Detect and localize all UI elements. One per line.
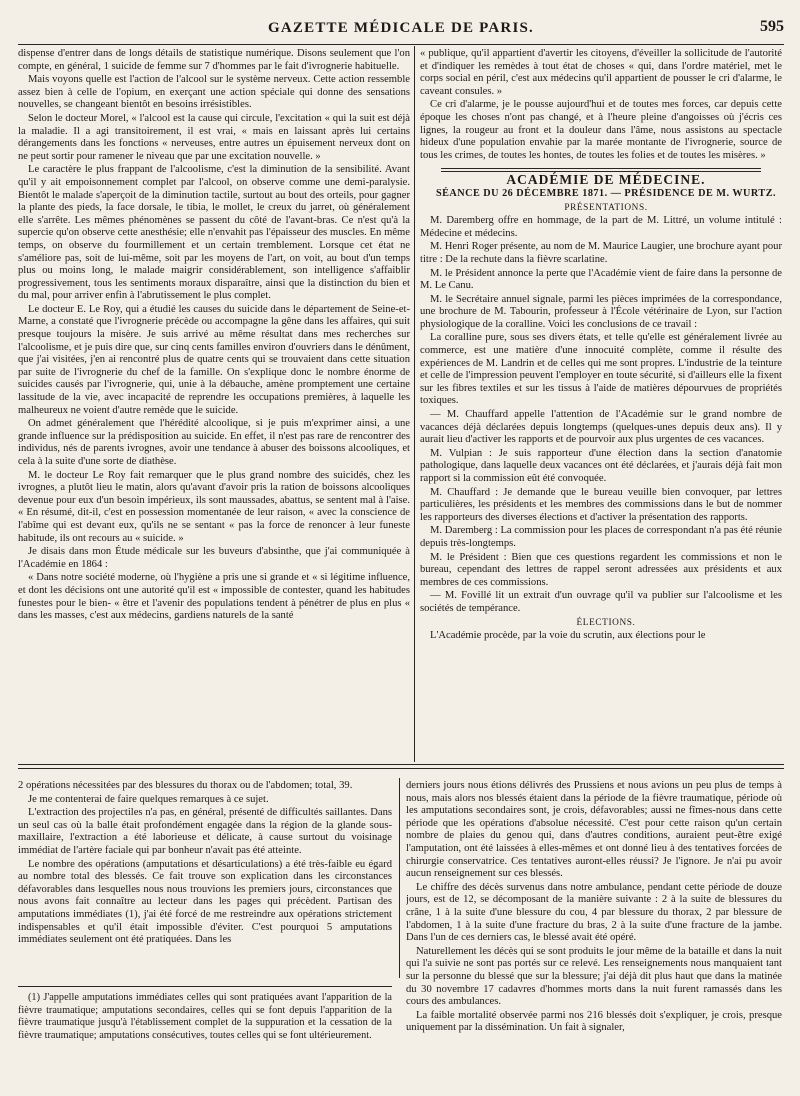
paragraph: — M. Fovillé lit un extrait d'un ouvrage qu'il va publier sur l'alcoolisme et les sociétés de tempérance. bbox=[420, 590, 782, 614]
paragraph: Naturellement les décès qui se sont produits le jour même de la bataille et dans la nuit qui l'a suivie ne sont pas portés sur ce relevé. Les renseignements nous manquaient tant sur la personne du blessé que sur la blessure; j'ai déjà dit plus haut que dans la matinée du 30 novembre 17 cadavres d'hommes morts dans la nuit furent ramassés dans les cours des ambulances. bbox=[406, 945, 782, 1008]
paragraph: L'Académie procède, par la voie du scrutin, aux élections pour le bbox=[430, 630, 706, 642]
paragraph: M. Henri Roger présente, au nom de M. Maurice Laugier, une brochure ayant pour titre : De la rechute dans la fièvre scarlatine. bbox=[420, 241, 782, 265]
paragraph: M. le docteur Le Roy fait remarquer que le plus grand nombre des suicidés, chez les ivrognes, a plutôt lieu le matin, alors qu'avant d'avoir pris la ration de boissons alcooliques devenue pour eux d'un besoin impérieux, ils sont maussades, abattus, se sentent mal à l'aise. « En résumé, dit-il, c'est en possession momentanée de leur raison, « avec la conscience de l'abîme qui est devant eux, qu'ils ne se sentant « pas la force de renoncer à leur funeste habitude, ils ont recours au « suicide. » bbox=[18, 469, 410, 544]
paragraph: « Dans notre société moderne, où l'hygiène a pris une si grande et « si légitime influence, et dont les décisions ont une autorité qu'il est « impossible de contester, quand les habitudes funestes pour le bien- « être et l'avenir des populations tendent à pénétrer de plus en plus « dans les masses, c'est aux médecins, gardiens naturels de la santé bbox=[18, 572, 410, 622]
paragraph: Le nombre des opérations (amputations et désarticulations) a été très-faible eu égard au nombre total des blessés. Ce fait trouve son explication dans les circonstances défavorables dans lesquelles nous nous trouvions les premiers jours, circonstances que nous avons fait connaître au lecteur dans les pages qui précèdent. Partisan des amputations immédiates (1), j'ai été forcé de me restreindre aux opérations strictement indispensables et qu'il était impossible d'éviter. C'est pourquoi 5 amputations immédiates seulement ont été pratiquées. Dans les bbox=[18, 858, 392, 946]
page-header bbox=[18, 8, 784, 45]
horizontal-divider bbox=[18, 768, 784, 769]
column-top-right bbox=[420, 48, 782, 758]
footnote bbox=[18, 992, 392, 1092]
paragraph: Ce cri d'alarme, je le pousse aujourd'hui et de toutes mes forces, car depuis cette époque les choses n'ont pas changé, et à l'heure pleine d'angoisses où j'écris ces lignes, la rougeur au front et la douleur dans l'âme, nous assistons au spectacle hideux d'une population envahie par la marée montante de l'ivrognerie, source de tous les crimes, de toutes les hontes, de toutes les folies et de toutes les misères. » bbox=[420, 99, 782, 161]
paragraph: M. le Président annonce la perte que l'Académie vient de faire dans la personne de M. Le Canu. bbox=[420, 267, 782, 292]
presentations-heading: PRÉSENTATIONS. bbox=[564, 202, 648, 213]
paragraph: L'extraction des projectiles n'a pas, en général, présenté de difficultés saillantes. Dans un seul cas où la balle était profondément engagée dans la région de la glande sous-maxillaire, l'extraction a été laborieuse et délicate, à cause surtout du voisinage immédiat de l'artère faciale qui par bonheur n'avait pas été atteinte. bbox=[18, 807, 392, 856]
column-bottom-left bbox=[18, 780, 392, 978]
paragraph: derniers jours nous étions délivrés des Prussiens et nous avions un peu plus de temps à nous, mais alors nos blessés étaient dans la période de la fièvre traumatique, période où les amputations secondaires sont, je crois, défavorables; aussi ne fîmes-nous dans cette période que les opérations d'absolue nécessité. C'est pour cette raison qu'un certain nombre de plaies du genou qui, dans d'autres conditions, auraient peut-être exigé l'amputation, ont été laissées à elles-mêmes et ont donné lieu à des tentatives forcées de chirurgie conservatrice. Ces tentatives auront-elles réussi? Je l'ignore. Je n'ai pu avoir aucun renseignement sur ces blessés. bbox=[406, 780, 782, 880]
page-number: 595 bbox=[760, 18, 784, 35]
paragraph: Le docteur E. Le Roy, qui a étudié les causes du suicide dans le département de Seine-et-Marne, a constaté que l'ivrognerie précède ou accompagne la gêne dans les affaires, qui suit presque toujours la misère. Je suis arrivé au même résultat dans mes recherches sur l'alcoolisme, et je puis dire que, sur cinq cents familles environ d'ouvriers dans le dénûment, que j'ai visitées, j'en ai rencontré plus de quatre cents qui se trouvaient dans cette situation par suite de l'ivrognerie du chef de la famille. On s'explique donc le nombre énorme de suicides causés par l'ivrognerie, qui, unie à la débauche, amène promptement une certaine lassitude de la vie, avec incapacité de reprendre les occupations premières, à laquelle les malheureux ne voient d'autre remède que le suicide. bbox=[18, 303, 410, 416]
footnote-divider bbox=[18, 986, 392, 987]
paragraph: Le caractère le plus frappant de l'alcoolisme, c'est la diminution de la sensibilité. Avant qu'il y ait empoisonnement complet par l'alcool, on observe comme une demi-paralysie. Bientôt le malade s'aperçoit de la diminution tactile, surtout au bout des orteils, pour gagner la plante des pieds, la face dorsale, le tibia, le mollet, le creux du jarret, où généralement elle s'arrête. Les mêmes phénomènes se passent du côté de l'avant-bras. Ce n'est qu'à la supercie qu'on observe cette anesthésie; elle n'envahit pas l'épaisseur des muscles. En même temps, on observe du fourmillement et un certain tremblement. Lorsque cet état ne s'améliore pas, soit de lui-même, soit par les moyens de l'art, on voit, au bout d'un temps plus ou moins long, le malade maigrir considérablement, son intelligence s'affaiblir progressivement, tous les sentiments moraux disparaître, ainsi que la distinction du bien et du mal, pour arriver enfin à l'abrutissement le plus complet. bbox=[18, 164, 410, 302]
journal-title: GAZETTE MÉDICALE DE PARIS. bbox=[268, 20, 534, 36]
paragraph: On admet généralement que l'hérédité alcoolique, si je puis m'exprimer ainsi, a une grande influence sur la prédisposition au suicide. En effet, il n'est pas rare de rencontrer des individus, nés de parents ivrognes, avoir une tendance à abuser des boissons alcooliques, et cela à la suite d'une sorte de diathèse. bbox=[18, 418, 410, 467]
paragraph: Mais voyons quelle est l'action de l'alcool sur le système nerveux. Cette action ressemble assez bien à celle de l'opium, en exerçant une action spéciale qui donne des sensations nouvelles, se changeant bientôt en besoins irrésistibles. bbox=[18, 74, 410, 111]
column-divider-bottom bbox=[399, 778, 400, 978]
horizontal-divider bbox=[18, 764, 784, 765]
column-divider-top bbox=[414, 46, 415, 762]
paragraph: M. Daremberg : La commission pour les places de correspondant n'a pas été réunie depuis très-longtemps. bbox=[420, 525, 782, 549]
paragraph: — M. Chauffard appelle l'attention de l'Académie sur le grand nombre de vacances déjà déclarées depuis longtemps (quelques-unes depuis deux ans). Il y aurait lieu d'activer les rapports et de pourvoir aux plus urgentes de ces vacances. bbox=[420, 409, 782, 446]
paragraph: dispense d'entrer dans de longs détails de statistique numérique. Disons seulement que l'on compte, en général, 1 suicide de femme sur 7 d'hommes par le fait d'ivrognerie habituelle. bbox=[18, 48, 410, 72]
footnote-text: (1) J'appelle amputations immédiates celles qui sont pratiquées avant l'apparition de la fièvre traumatique; amputations secondaires, celles qui se font depuis l'apparition de la fièvre traumatique jusqu'à l'établissement complet de la suppuration et la cessation de la fièvre traumatique; amputations consécutives, toutes celles qui se font ultérieurement. bbox=[18, 992, 392, 1041]
session-heading: SÉANCE DU 26 DÉCEMBRE 1871. — PRÉSIDENCE DE M. WURTZ. bbox=[435, 187, 777, 199]
paragraph: M. Daremberg offre en hommage, de la part de M. Littré, un volume intitulé : Médecine et médecins. bbox=[420, 215, 782, 239]
section-title: ACADÉMIE DE MÉDECINE. bbox=[506, 172, 706, 188]
column-top-left bbox=[18, 48, 410, 758]
paragraph: La coralline pure, sous ses divers états, et telle qu'elle est généralement livrée au commerce, est une matière d'une innocuité complète, comme il résulte des expériences de M. Landrin et de celles qui me sont propres. L'industrie de la teinture et celle de l'impression peuvent l'employer en toute sécurité, si d'ailleurs elle la fixent sur les fibres textiles et sur les tissus à l'aide de matières dépourvues de propriétés toxiques. bbox=[420, 332, 782, 407]
elections-heading: ÉLECTIONS. bbox=[576, 617, 636, 628]
paragraph: Je disais dans mon Étude médicale sur les buveurs d'absinthe, que j'ai communiquée à l'Académie en 1864 : bbox=[18, 546, 410, 570]
paragraph: Je me contenterai de faire quelques remarques à ce sujet. bbox=[28, 793, 269, 805]
paragraph: Le chiffre des décès survenus dans notre ambulance, pendant cette période de douze jours, est de 12, se décomposant de la manière suivante : 2 à la suite de blessures du crâne, 1 à la suite d'une blessure du cou, 4 par blessure du thorax, 2 par blessure de l'abdomen, 1 à la suite d'une fracture du bras, 2 à la suite d'une fracture de la jambe. Dans l'un de ces derniers cas, le blessé avait été opéré. bbox=[406, 881, 782, 944]
paragraph: Selon le docteur Morel, « l'alcool est la cause qui circule, l'excitation « qui la suit est déjà la maladie. Il a agi transitoirement, il est vrai, « mais en laissant après lui certains dérangements dans les fonctions « nerveuses, entre autres un épuisement nerveux dont on ne peut sortir pour ramener le niveau que par une excitation nouvelle. » bbox=[18, 112, 410, 162]
paragraph: 2 opérations nécessitées par des blessures du thorax ou de l'abdomen; total, 39. bbox=[18, 780, 353, 791]
paragraph: M. le Président : Bien que ces questions regardent les commissions et non le bureau, cependant des lettres de rappel seront adressées aux présidents et aux membres de ces commissions. bbox=[420, 551, 782, 588]
paragraph: M. le Secrétaire annuel signale, parmi les pièces imprimées de la correspondance, une brochure de M. Tabourin, professeur à l'École vétérinaire de Lyon, sur l'action physiologique de la coralline. Voici les conclusions de ce travail : bbox=[420, 293, 782, 330]
paragraph: M. Chauffard : Je demande que le bureau veuille bien convoquer, par lettres particulières, les présidents et les membres des commissions dans le but de nommer les rapporteurs des diverses élections et d'activer la présentation des rapports. bbox=[420, 486, 782, 523]
paragraph: M. Vulpian : Je suis rapporteur d'une élection dans la section d'anatomie pathologique, dans laquelle deux vacances ont été déclarées, et j'aurais déjà fait mon rapport si la commission eût été convoquée. bbox=[420, 447, 782, 484]
paragraph: La faible mortalité observée parmi nos 216 blessés doit s'expliquer, je crois, presque uniquement par la dissémination. Un fait à signaler, bbox=[406, 1009, 782, 1034]
column-bottom-right bbox=[406, 780, 782, 1092]
paragraph: « publique, qu'il appartient d'avertir les citoyens, d'éveiller la sollicitude de l'autorité et d'indiquer les remèdes à tout état de choses « qui, dans l'ordre matériel, met le corps social en péril, c'est aux médecins qu'il appartient de pousser le cri d'alarme, le caveant consules. » bbox=[420, 48, 782, 97]
